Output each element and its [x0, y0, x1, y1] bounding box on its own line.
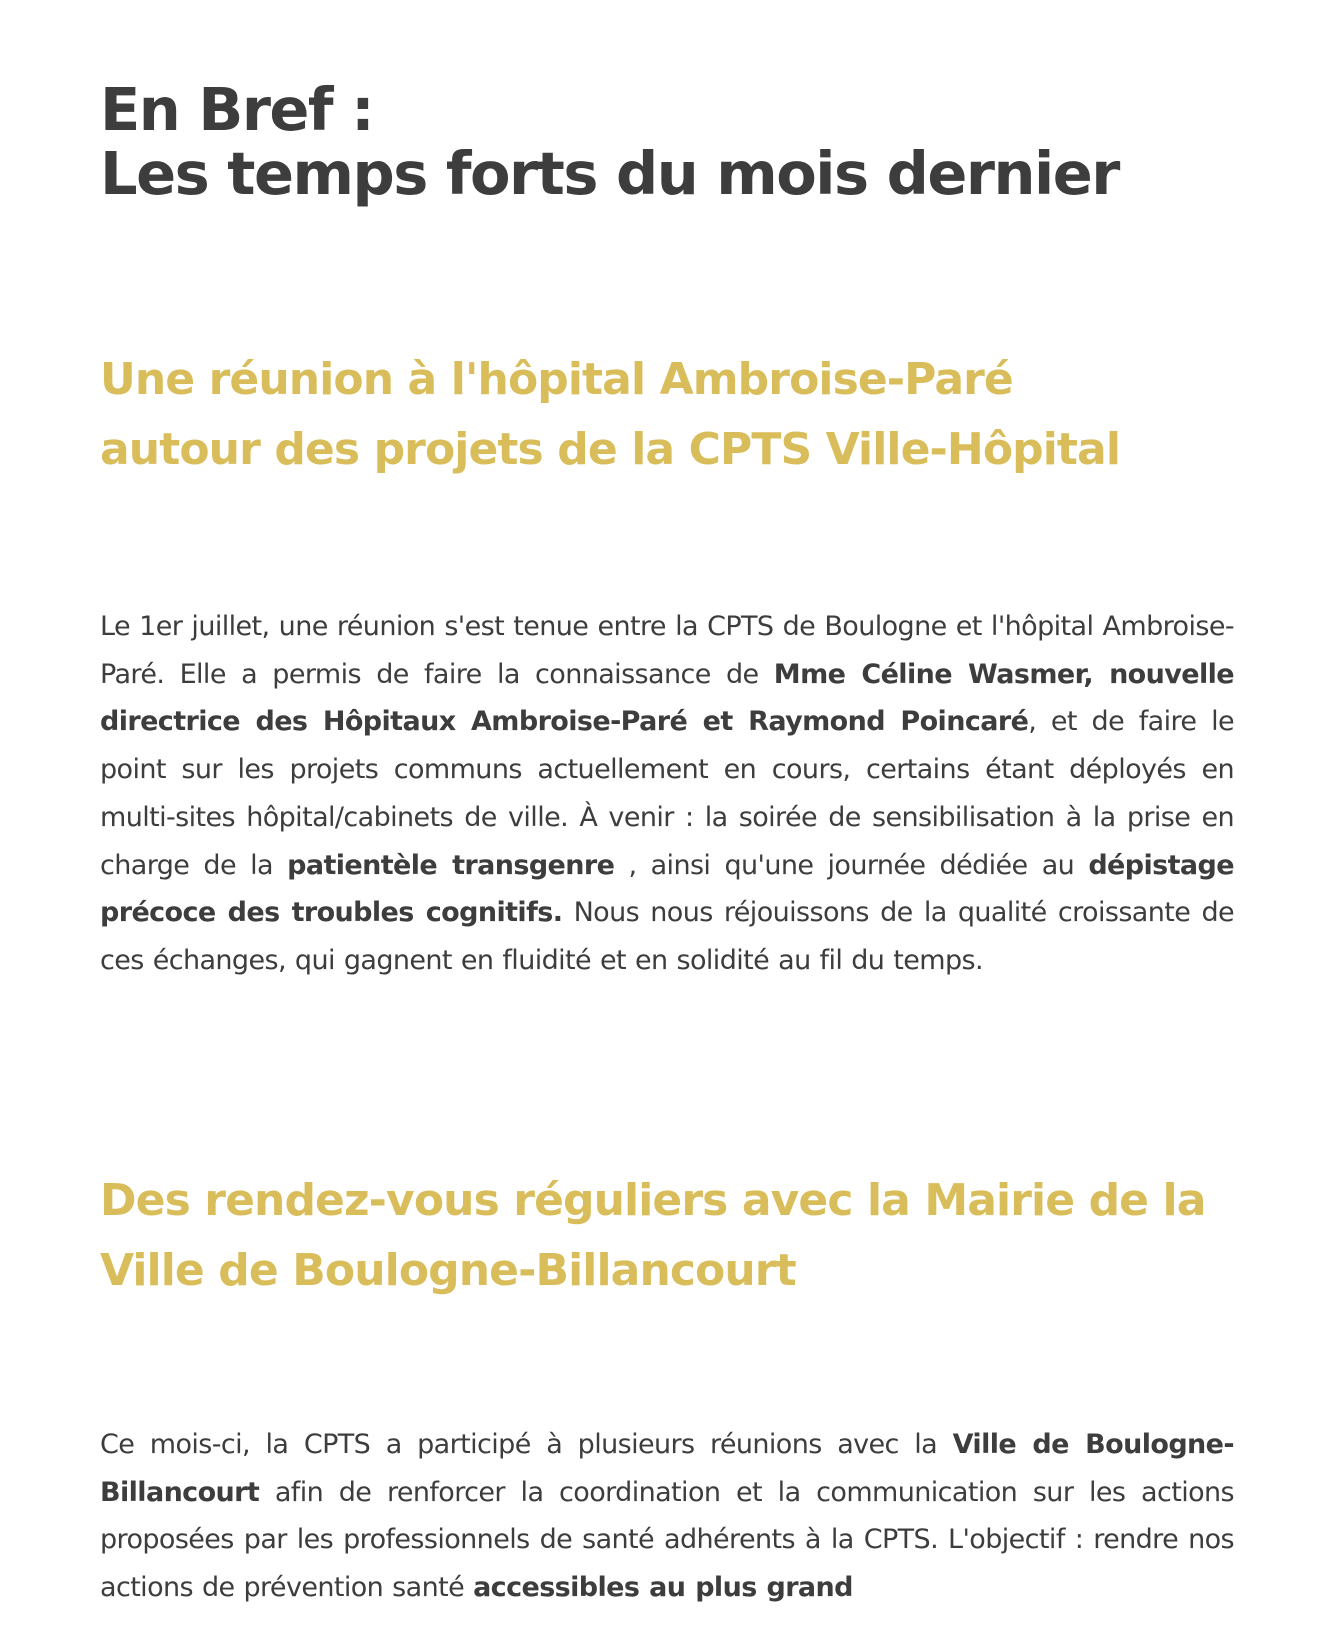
- paragraph-bold-text: accessibles au plus grand: [473, 1572, 853, 1604]
- paragraph-bold-text: patientèle transgenre: [287, 849, 615, 881]
- section-paragraph-hospital-meeting: [100, 603, 1234, 985]
- paragraph-text: afin de renforcer la coordination et la communication sur les actions proposées par les professionnels de santé adhérents à la CPTS. L'objectif : rendre nos actions de prévention santé: [100, 1476, 1234, 1604]
- section-heading-line-2: Ville de Boulogne-Billancourt: [100, 1245, 796, 1296]
- page-title: [100, 75, 1234, 208]
- section-heading-line-2: autour des projets de la CPTS Ville-Hôpital: [100, 424, 1121, 475]
- section-heading-line-1: Une réunion à l'hôpital Ambroise-Paré: [100, 354, 1013, 405]
- paragraph-text: , ainsi qu'une journée dédiée au: [614, 849, 1089, 881]
- page-title-line-1: En Bref :: [100, 75, 374, 144]
- paragraph-text: Le 1er juillet, une réunion s'est tenue entre la CPTS de Boulogne et l'hôpital Ambroise-Paré. Elle a permis de faire la connaissance de: [100, 611, 1234, 690]
- paragraph-text: , et de faire le point sur les projets communs actuellement en cours, certains étant déployés en multi-sites hôpital/cabinets de ville. À venir : la soirée de sensibilisation à la prise en charge de la: [100, 706, 1234, 881]
- section-heading-city-hall-meetings: [100, 1166, 1234, 1306]
- paragraph-text: Nous nous réjouissons de la qualité croissante de ces échanges, qui gagnent en fluidité et en solidité au fil du temps.: [100, 897, 1235, 976]
- section-paragraph-city-hall-meetings: [100, 1421, 1234, 1612]
- paragraph-bold-text: Mme Céline Wasmer, nouvelle directrice des Hôpitaux Ambroise-Paré et Raymond Poincaré: [100, 658, 1234, 738]
- paragraph-text: Ce mois-ci, la CPTS a participé à plusieurs réunions avec la: [100, 1429, 953, 1460]
- section-heading-hospital-meeting: [100, 345, 1234, 485]
- paragraph-bold-text: Ville de Boulogne-Billancourt: [100, 1429, 1234, 1508]
- section-heading-line-1: Des rendez-vous réguliers avec la Mairie de la: [100, 1175, 1206, 1226]
- paragraph-bold-text: dépistage précoce des troubles cognitifs.: [100, 849, 1234, 929]
- page-title-line-2: Les temps forts du mois dernier: [100, 139, 1119, 208]
